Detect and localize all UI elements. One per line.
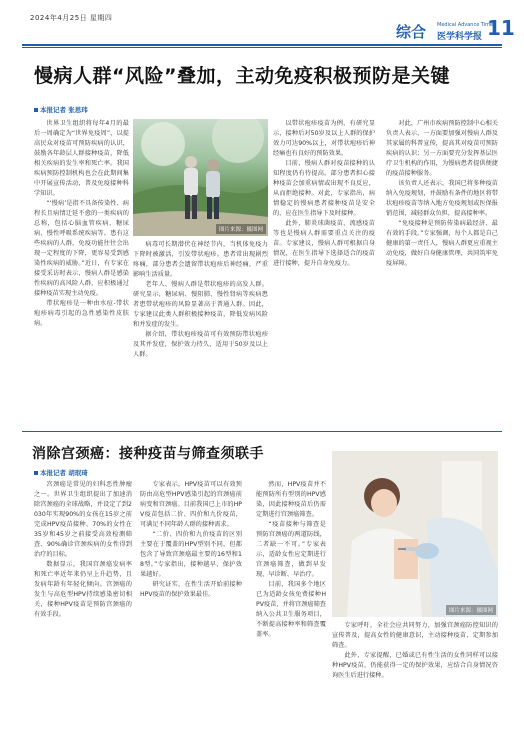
page-number: 11 <box>487 16 515 40</box>
paragraph: 带状疱疹是一种由水痘-带状疱疹病毒引起的急性感染性皮肤病。 <box>34 300 129 327</box>
article1-column-1 <box>34 119 129 431</box>
paragraph: “疫苗接种与筛查是预防宫颈癌的两道防线，二者缺一不可。”专家表示，适龄女性应定期进行宫颈癌筛查，做到早发现、早诊断、早治疗。 <box>256 521 326 578</box>
article1-column-4 <box>386 119 498 431</box>
paragraph: 宫颈癌是常见的妇科恶性肿瘤之一。世界卫生组织提出了加速消除宫颈癌的全球战略，并设定了到2030年实现90%的女孩在15岁之前完成HPV疫苗接种、70%的女性在35岁和45岁之前接受高效检测筛查、90%确诊宫颈疾病的女性得到治疗的目标。 <box>34 481 132 558</box>
vaccination-image <box>332 451 498 617</box>
article2-photo <box>332 451 498 617</box>
article2-column-2 <box>140 480 242 732</box>
elderly-couple-walking-image <box>133 119 268 236</box>
paragraph: 对此，广州市疾病预防控制中心相关负责人表示，一方面要加强对慢病人群及其家属的科普宣传，提高其对疫苗可预防疾病的认识；另一方面要充分发挥基层医疗卫生机构的作用，为慢病患者提供便捷的疫苗接种服务。 <box>386 120 498 177</box>
issue-date: 2024年4月25日 星期四 <box>30 14 113 22</box>
article1-column-2 <box>133 240 268 431</box>
paragraph: 老年人、慢病人群是带状疱疹的高发人群。研究显示，糖尿病、慢阻肺、慢性肾病等疾病患者患带状疱疹的风险显著高于普通人群。因此，专家建议此类人群积极接种疫苗，降低发病风险和并发症的发生。 <box>133 281 268 328</box>
article1-photo <box>133 119 268 236</box>
article2-column-3 <box>256 480 326 732</box>
header-rule-thin <box>22 47 502 48</box>
article2-byline: 本报记者 胡珉琦 <box>34 468 88 477</box>
article1-column-3 <box>273 119 375 431</box>
paragraph: “二价、四价和九价疫苗的区别主要在于覆盖的HPV型别不同，但都包含了导致宫颈癌最主要的16型和18型。”专家指出，接种越早，保护效果越好。 <box>140 531 242 578</box>
paragraph: 目前，我国多个地区已为适龄女孩免费接种HPV疫苗，并将宫颈癌筛查纳入公共卫生服务项目，不断提高接种率和筛查覆盖率。 <box>256 581 326 638</box>
paragraph: 该负责人还表示，我国已将多种疫苗纳入免疫规划，并鼓励有条件的地区将带状疱疹疫苗等纳入地方免疫规划或医保报销范围，减轻群众负担，提高接种率。 <box>386 180 498 217</box>
paper-name-en: Medical Advance Times <box>437 22 496 28</box>
paragraph: 专家呼吁，全社会应共同努力，加强宫颈癌防控知识的宣传普及，提高女性的健康意识，主动接种疫苗、定期参加筛查。 <box>332 622 498 649</box>
section-name: 综合 <box>396 23 427 41</box>
article-divider <box>22 431 502 432</box>
paragraph: “免疫接种是预防传染病最经济、最有效的手段。”专家强调，每个人都是自己健康的第一责任人，慢病人群更应重视主动免疫，做好自身健康管理，共同筑牢免疫屏障。 <box>386 220 498 267</box>
paper-name: 医学科学报 <box>437 32 483 42</box>
paragraph: 此外，肺炎球菌疫苗、流感疫苗等也是慢病人群需要重点关注的疫苗。专家建议，慢病人群可根据自身情况，在医生指导下选择适合的疫苗进行接种，提升自身免疫力。 <box>273 220 375 267</box>
article1-photo-caption: 图片来源：摄图网 <box>216 224 266 234</box>
header-rule <box>22 44 502 46</box>
paragraph: 研究证实，在性生活开始前接种HPV疫苗的保护效果最佳。 <box>140 581 242 598</box>
paragraph: 然而，HPV疫苗并不能预防所有型别的HPV感染，因此接种疫苗后仍需定期进行宫颈癌筛查。 <box>256 481 326 518</box>
paragraph: “‘慢病’是指不具备传染性、病程长且病情迁延不愈的一类疾病的总称，包括心脑血管疾病、糖尿病、慢性呼吸系统疾病等。患有这些疾病的人群，免疫功能往往会出现一定程度的下降，更容易受到感染性疾病的威胁。”近日，有专家在接受采访时表示，慢病人群是感染性疾病的高风险人群，应积极通过接种疫苗实现主动免疫。 <box>34 200 129 297</box>
article1-byline: 本报记者 张思玮 <box>34 105 88 114</box>
article2-photo-caption: 图片来源：摄图网 <box>446 605 496 615</box>
paragraph: 据介绍，带状疱疹疫苗可有效预防带状疱疹及其并发症，保护效力持久，适用于50岁及以上人群。 <box>133 331 268 358</box>
paragraph: 以带状疱疹疫苗为例，有研究显示，接种后对50岁及以上人群的保护效力可达90%以上，对带状疱疹后神经痛也有良好的预防效果。 <box>273 120 375 157</box>
paragraph: 专家表示，HPV疫苗可以有效预防由高危型HPV感染引起的宫颈癌前病变和宫颈癌。目前我国已上市的HPV疫苗包括二价、四价和九价疫苗，可满足不同年龄人群的接种需求。 <box>140 481 242 528</box>
article2-column-1 <box>34 480 132 732</box>
article2-column-4 <box>332 621 498 731</box>
article2-title: 消除宫颈癌：接种疫苗与筛查须联手 <box>32 446 264 462</box>
paragraph: 世界卫生组织将每年4月的最后一周确定为“世界免疫周”，以提高民众对疫苗可预防疾病的认识，鼓励各年龄层人群接种疫苗，降低相关疾病的发生率和死亡率。我国疾病预防控制机构也会在此期间集中开展宣传活动，普及免疫接种科学知识。 <box>34 120 129 197</box>
article1-title: 慢病人群“风险”叠加，主动免疫积极预防是关键 <box>34 65 450 87</box>
paragraph: 此外，专家提醒，已婚或已有性生活的女性同样可以接种HPV疫苗，仍能获得一定的保护效果，应结合自身情况咨询医生后进行接种。 <box>332 652 498 679</box>
paragraph: 目前，慢病人群对疫苗接种的认知程度仍有待提高。部分患者担心接种疫苗会加重病情或出现不良反应，从而拒绝接种。对此，专家指出，病情稳定的慢病患者接种疫苗是安全的，应在医生指导下及时接种。 <box>273 160 375 217</box>
paragraph: 数据显示，我国宫颈癌发病率和死亡率近年来仍呈上升趋势，且发病年龄有年轻化倾向。宫颈癌的发生与高危型HPV持续感染密切相关，接种HPV疫苗是预防宫颈癌的有效手段。 <box>34 561 132 618</box>
paragraph: 病毒可长期潜伏在神经节内，当机体免疫力下降时被激活，引发带状疱疹。患者常出现剧烈疼痛，部分患者会遗留带状疱疹后神经痛，严重影响生活质量。 <box>133 241 268 278</box>
